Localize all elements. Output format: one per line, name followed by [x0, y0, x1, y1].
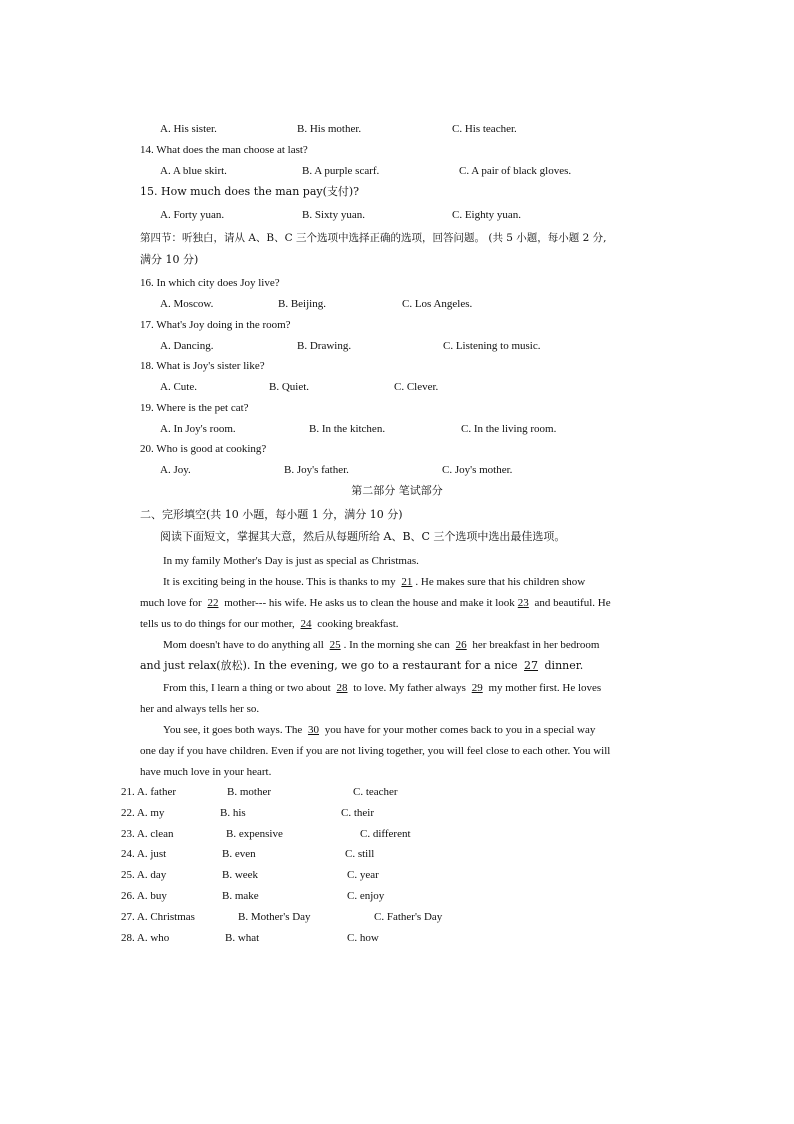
q13-option-c: C. His teacher.: [452, 123, 517, 135]
blank-21: 21: [401, 576, 413, 588]
passage-line: [140, 596, 611, 610]
passage-text: her breakfast in her bedroom: [472, 639, 600, 651]
blank-29: 29: [471, 682, 483, 694]
passage-text: mother--- his wife. He asks us to clean the house and make it look: [224, 597, 515, 609]
answer-25-option-b: B. week: [222, 869, 259, 881]
answer-23-option-a: 23. A. clean: [121, 828, 174, 840]
q19-question: 19. Where is the pet cat?: [140, 402, 249, 414]
passage-line: have much love in your heart.: [140, 766, 272, 778]
answer-27-option-c: C. Father's Day: [374, 911, 443, 923]
passage-text: dinner.: [544, 659, 584, 672]
passage-line: [140, 659, 583, 673]
passage-text: It is exciting being in the house. This is thanks to my: [163, 576, 396, 588]
q20-option-b: B. Joy's father.: [284, 464, 349, 476]
passage-paragraph-1: In my family Mother's Day is just as special as Christmas.: [163, 555, 419, 567]
passage-text: and beautiful. He: [534, 597, 611, 609]
passage-text: From this, I learn a thing or two about: [163, 682, 331, 694]
q17-option-b: B. Drawing.: [297, 340, 352, 352]
answer-26-option-a: 26. A. buy: [121, 890, 167, 902]
answer-28-option-c: C. how: [347, 932, 379, 944]
cloze-instruction: 阅读下面短文，掌握其大意，然后从每题所给 A、B、C 三个选项中选出最佳选项。: [160, 530, 566, 543]
q15-option-a: A. Forty yuan.: [160, 209, 225, 221]
blank-22: 22: [207, 597, 219, 609]
section4-instruction: 第四节：听独白，请从 A、B、C 三个选项中选择正确的选项，回答问题。 (共 5 小题，每小题 2 分,: [140, 232, 607, 244]
passage-text: You see, it goes both ways. The: [163, 724, 303, 736]
q14-option-a: A. A blue skirt.: [160, 165, 227, 177]
q20-option-c: C. Joy's mother.: [442, 464, 513, 476]
blank-28: 28: [336, 682, 348, 694]
q16-option-a: A. Moscow.: [160, 298, 214, 310]
passage-text: . In the morning she can: [343, 639, 450, 651]
passage-text: and just relax(放松). In the evening, we go to a restaurant for a nice: [140, 659, 518, 672]
q13-option-b: B. His mother.: [297, 123, 362, 135]
q17-option-a: A. Dancing.: [160, 340, 214, 352]
passage-text: Mom doesn't have to do anything all: [163, 639, 324, 651]
answer-26-option-c: C. enjoy: [347, 890, 385, 902]
passage-line: her and always tells her so.: [140, 703, 260, 715]
blank-23: 23: [517, 597, 529, 609]
q18-option-b: B. Quiet.: [269, 381, 310, 393]
answer-21-option-b: B. mother: [227, 786, 271, 798]
passage-line: [163, 575, 585, 589]
answer-22-option-a: 22. A. my: [121, 807, 165, 819]
answer-28-option-b: B. what: [225, 932, 260, 944]
passage-text: much love for: [140, 597, 202, 609]
part2-title: 第二部分 笔试部分: [351, 484, 443, 497]
answer-25-option-c: C. year: [347, 869, 379, 881]
passage-text: to love. My father always: [353, 682, 466, 694]
cloze-heading: 二、完形填空(共 10 小题，每小题 1 分，满分 10 分): [140, 508, 403, 521]
answer-23-option-c: C. different: [360, 828, 411, 840]
q16-option-c: C. Los Angeles.: [402, 298, 473, 310]
passage-text: . He makes sure that his children show: [415, 576, 586, 588]
answer-22-option-b: B. his: [220, 807, 246, 819]
q18-option-a: A. Cute.: [160, 381, 197, 393]
blank-25: 25: [329, 639, 341, 651]
q13-option-a: A. His sister.: [160, 123, 217, 135]
q14-option-c: C. A pair of black gloves.: [459, 165, 572, 177]
q17-option-c: C. Listening to music.: [443, 340, 541, 352]
answer-28-option-a: 28. A. who: [121, 932, 170, 944]
blank-30: 30: [307, 724, 319, 736]
q19-option-c: C. In the living room.: [461, 423, 557, 435]
q20-option-a: A. Joy.: [160, 464, 191, 476]
q14-option-b: B. A purple scarf.: [302, 165, 380, 177]
passage-text: tells us to do things for our mother,: [140, 618, 295, 630]
answer-21-option-a: 21. A. father: [121, 786, 176, 798]
q15-question: 15. How much does the man pay(支付)?: [140, 185, 360, 198]
passage-text: cooking breakfast.: [317, 618, 399, 630]
passage-line: [163, 723, 595, 737]
passage-line: one day if you have children. Even if you are not living together, you will feel close to each other. You will: [140, 745, 611, 757]
answer-24-option-b: B. even: [222, 848, 256, 860]
answer-24-option-c: C. still: [345, 848, 375, 860]
answer-25-option-a: 25. A. day: [121, 869, 167, 881]
q19-option-a: A. In Joy's room.: [160, 423, 236, 435]
blank-24: 24: [300, 618, 312, 630]
passage-line: [140, 617, 399, 631]
q15-option-b: B. Sixty yuan.: [302, 209, 365, 221]
q20-question: 20. Who is good at cooking?: [140, 443, 267, 455]
q16-question: 16. In which city does Joy live?: [140, 277, 280, 289]
answer-26-option-b: B. make: [222, 890, 259, 902]
answer-24-option-a: 24. A. just: [121, 848, 167, 860]
answer-21-option-c: C. teacher: [353, 786, 398, 798]
passage-line: [163, 681, 601, 695]
answer-23-option-b: B. expensive: [226, 828, 283, 840]
blank-27: 27: [524, 659, 539, 672]
answer-27-option-a: 27. A. Christmas: [121, 911, 195, 923]
q19-option-b: B. In the kitchen.: [309, 423, 386, 435]
section4-instruction-cont: 满分 10 分): [140, 253, 199, 266]
passage-text: my mother first. He loves: [488, 682, 602, 694]
passage-line: [163, 638, 599, 652]
answer-27-option-b: B. Mother's Day: [238, 911, 311, 923]
q17-question: 17. What's Joy doing in the room?: [140, 319, 291, 331]
answer-22-option-c: C. their: [341, 807, 374, 819]
q14-question: 14. What does the man choose at last?: [140, 144, 308, 156]
q16-option-b: B. Beijing.: [278, 298, 326, 310]
blank-26: 26: [455, 639, 467, 651]
q15-option-c: C. Eighty yuan.: [452, 209, 522, 221]
q18-question: 18. What is Joy's sister like?: [140, 360, 265, 372]
q18-option-c: C. Clever.: [394, 381, 439, 393]
passage-text: you have for your mother comes back to you in a special way: [324, 724, 596, 736]
